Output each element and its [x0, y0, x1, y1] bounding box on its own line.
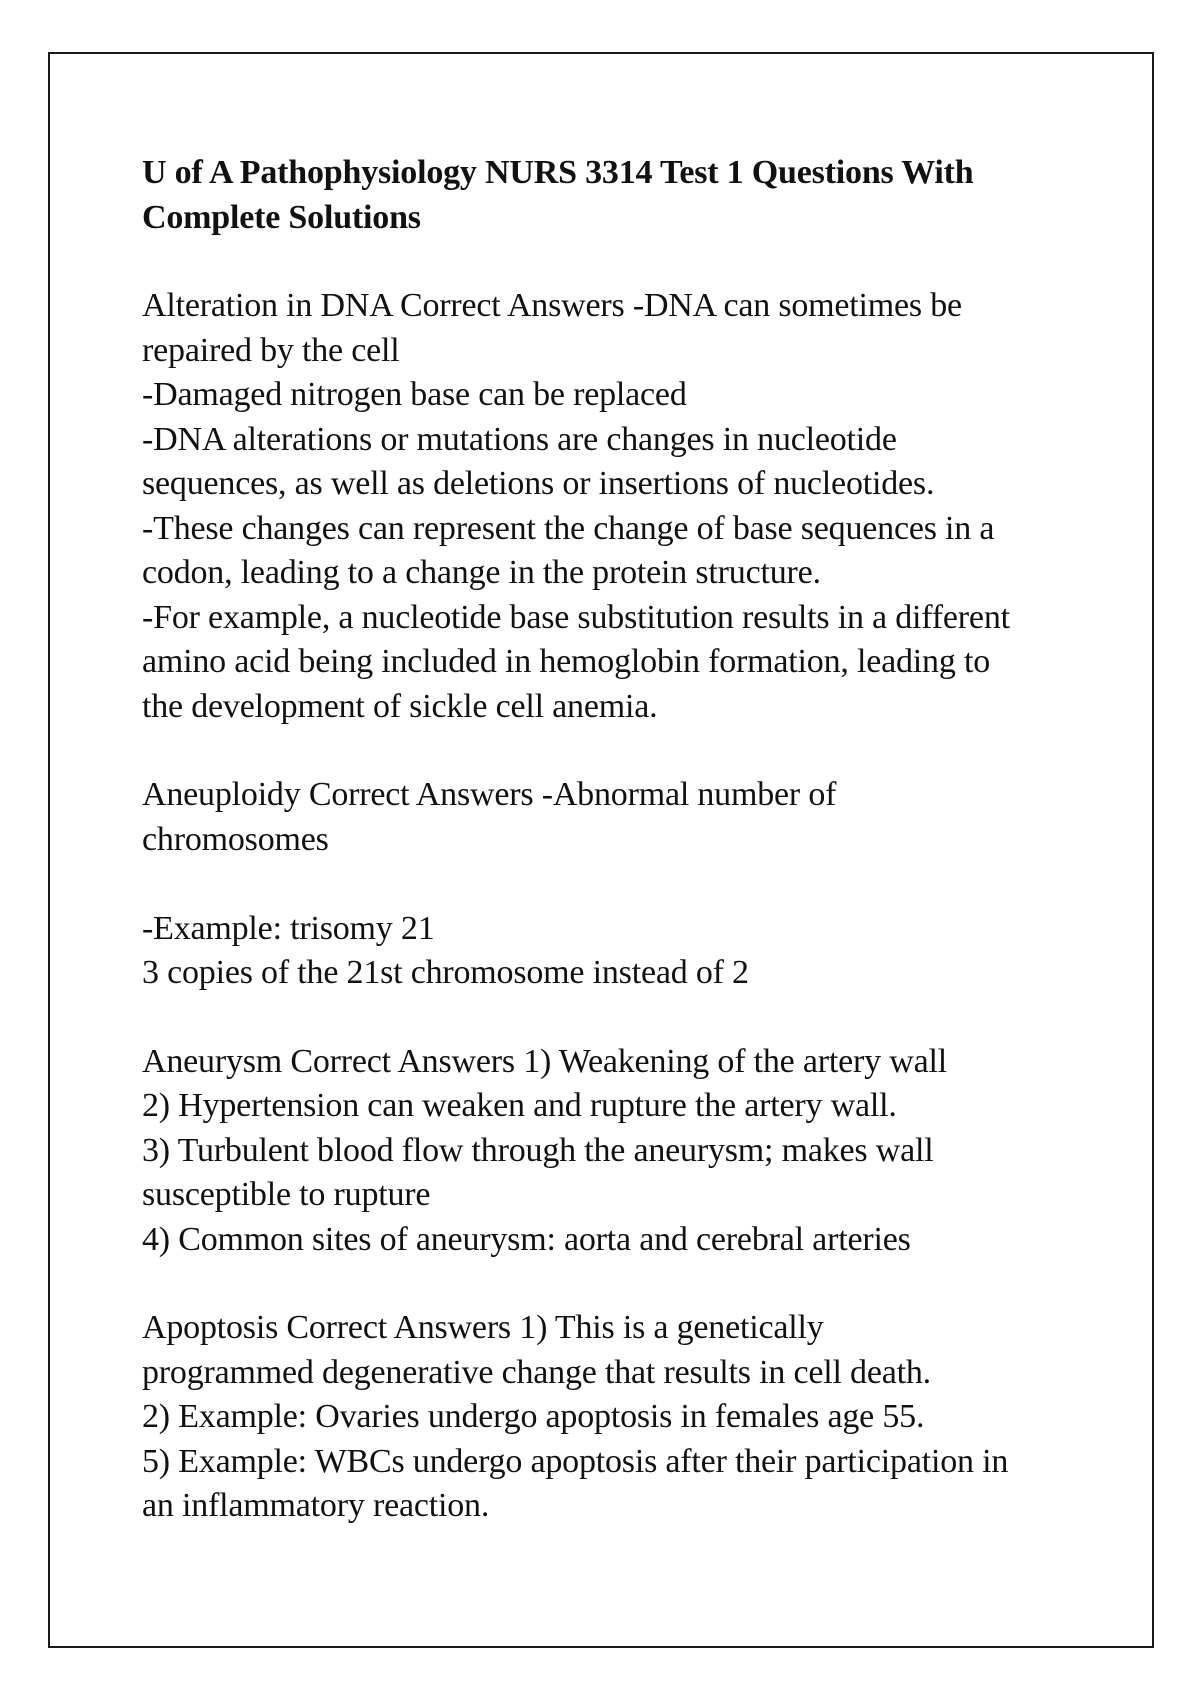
title-line: U of A Pathophysiology NURS 3314 Test 1 Questions With — [142, 154, 974, 191]
entry-line: Aneuploidy Correct Answers -Abnormal number of — [142, 776, 837, 813]
entry-alteration-in-dna — [142, 284, 1102, 729]
document-title — [142, 150, 1102, 240]
entry-line: codon, leading to a change in the protein structure. — [142, 554, 821, 591]
entry-line: programmed degenerative change that results in cell death. — [142, 1353, 931, 1391]
entry-line: -DNA alterations or mutations are changes in nucleotide — [142, 420, 897, 458]
entry-line: -For example, a nucleotide base substitution results in a different — [142, 598, 1010, 636]
entry-apoptosis — [142, 1306, 1102, 1529]
entry-line: -Example: trisomy 21 — [142, 909, 435, 947]
entry-line: Alteration in DNA Correct Answers -DNA can sometimes be — [142, 287, 962, 324]
entry-line: amino acid being included in hemoglobin formation, leading to — [142, 643, 990, 680]
document-body — [142, 150, 1102, 1529]
entry-line: 4) Common sites of aneurysm: aorta and cerebral arteries — [142, 1220, 911, 1258]
entry-aneuploidy — [142, 773, 1102, 996]
entry-line: an inflammatory reaction. — [142, 1487, 490, 1524]
entry-line: 5) Example: WBCs undergo apoptosis after their participation in — [142, 1442, 1009, 1480]
entry-line: sequences, as well as deletions or insertions of nucleotides. — [142, 465, 935, 502]
entry-aneurysm — [142, 1040, 1102, 1263]
entry-line: chromosomes — [142, 820, 329, 858]
title-line: Complete Solutions — [142, 199, 421, 236]
entry-line: the development of sickle cell anemia. — [142, 687, 658, 725]
entry-line: Apoptosis Correct Answers 1) This is a genetically — [142, 1309, 824, 1346]
entry-line: -These changes can represent the change of base sequences in a — [142, 509, 995, 547]
entry-line: Aneurysm Correct Answers 1) Weakening of the artery wall — [142, 1042, 947, 1080]
entry-line: 3) Turbulent blood flow through the aneurysm; makes wall — [142, 1131, 934, 1169]
blank-line — [142, 862, 1102, 907]
entry-line: -Damaged nitrogen base can be replaced — [142, 376, 687, 413]
entry-line: 3 copies of the 21st chromosome instead of 2 — [142, 954, 749, 991]
entry-line: susceptible to rupture — [142, 1176, 431, 1213]
entry-line: repaired by the cell — [142, 331, 400, 369]
entry-line: 2) Example: Ovaries undergo apoptosis in females age 55. — [142, 1398, 925, 1435]
entry-line: 2) Hypertension can weaken and rupture the artery wall. — [142, 1087, 897, 1124]
